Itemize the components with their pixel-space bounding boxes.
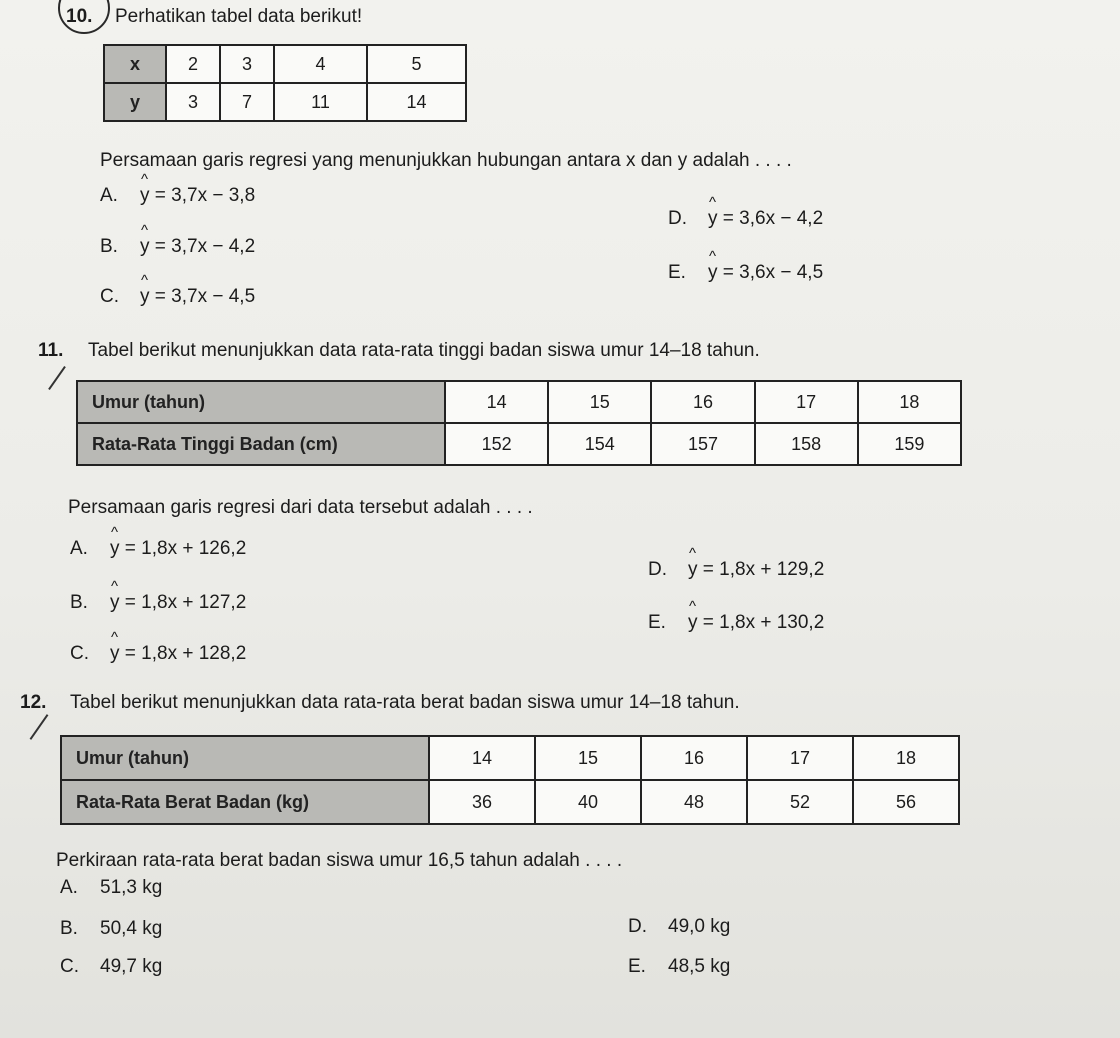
pen-mark — [48, 366, 66, 390]
q10-row-label: x — [104, 45, 166, 83]
option-text: = 3,7x − 4,5 — [154, 286, 256, 307]
table-cell: 15 — [548, 381, 651, 423]
q10-option-a[interactable] — [100, 185, 255, 207]
table-cell: 16 — [641, 736, 747, 780]
option-letter: C. — [100, 286, 119, 307]
table-cell: 158 — [755, 423, 858, 465]
table-cell: 17 — [747, 736, 853, 780]
option-letter: A. — [70, 538, 88, 559]
q11-number: 11. — [38, 340, 64, 361]
table-cell: 17 — [755, 381, 858, 423]
q12-table — [60, 735, 960, 825]
q12-option-a[interactable] — [60, 877, 162, 899]
q10-option-c[interactable] — [100, 286, 255, 308]
table-cell: 3 — [166, 83, 220, 121]
option-text: = 3,6x − 4,5 — [722, 262, 824, 283]
table-row — [104, 83, 466, 121]
y-hat-symbol: ^ y — [110, 538, 120, 560]
y-hat-symbol: ^ y — [140, 236, 150, 258]
option-text: = 1,8x + 127,2 — [124, 592, 247, 613]
q10-question: Persamaan garis regresi yang menunjukkan hubungan antara x dan y adalah . . . . — [100, 150, 792, 171]
table-cell: 11 — [274, 83, 367, 121]
table-cell: 36 — [429, 780, 535, 824]
option-text: 49,7 kg — [100, 956, 163, 977]
y-hat-symbol: ^ y — [688, 612, 698, 634]
table-cell: 7 — [220, 83, 274, 121]
y-hat-symbol: ^ y — [140, 185, 150, 207]
q11-option-c[interactable] — [70, 643, 246, 665]
table-cell: 152 — [445, 423, 548, 465]
option-text: = 1,8x + 128,2 — [124, 643, 247, 664]
option-text: = 1,8x + 130,2 — [702, 612, 825, 633]
table-cell: 14 — [367, 83, 466, 121]
q12-question: Perkiraan rata-rata berat badan siswa umur 16,5 tahun adalah . . . . — [56, 850, 623, 871]
option-letter: A. — [60, 877, 78, 898]
q10-row-label: y — [104, 83, 166, 121]
q10-option-d[interactable] — [668, 208, 823, 230]
table-cell: 14 — [429, 736, 535, 780]
table-cell: 3 — [220, 45, 274, 83]
option-letter: C. — [70, 643, 89, 664]
y-hat-symbol: ^ y — [140, 286, 150, 308]
table-row — [77, 381, 961, 423]
table-cell: 56 — [853, 780, 959, 824]
option-letter: B. — [60, 918, 78, 939]
option-text: = 1,8x + 129,2 — [702, 559, 825, 580]
q11-question: Persamaan garis regresi dari data tersebut adalah . . . . — [68, 497, 533, 518]
option-text: 49,0 kg — [668, 916, 731, 937]
table-cell: 157 — [651, 423, 754, 465]
q11-option-d[interactable] — [648, 559, 824, 581]
q12-number: 12. — [20, 692, 47, 713]
q11-option-b[interactable] — [70, 592, 246, 614]
table-cell: 16 — [651, 381, 754, 423]
table-row — [61, 780, 959, 824]
option-letter: D. — [668, 208, 687, 229]
table-cell: 48 — [641, 780, 747, 824]
option-letter: A. — [100, 185, 118, 206]
q10-table — [103, 44, 467, 122]
q12-option-c[interactable] — [60, 956, 162, 978]
option-letter: E. — [668, 262, 686, 283]
q11-option-a[interactable] — [70, 538, 246, 560]
option-text: 48,5 kg — [668, 956, 731, 977]
table-cell: 40 — [535, 780, 641, 824]
table-cell: 5 — [367, 45, 466, 83]
q12-intro: Tabel berikut menunjukkan data rata-rata berat badan siswa umur 14–18 tahun. — [70, 692, 740, 713]
q10-intro: Perhatikan tabel data berikut! — [115, 6, 363, 27]
y-hat-symbol: ^ y — [708, 208, 718, 230]
option-letter: B. — [70, 592, 88, 613]
pen-mark — [30, 714, 49, 740]
q11-table — [76, 380, 962, 466]
q10-number: 10. — [66, 6, 93, 27]
option-text: = 3,7x − 4,2 — [154, 236, 256, 257]
q12-option-b[interactable] — [60, 918, 162, 940]
q12-row-label: Umur (tahun) — [61, 736, 429, 780]
option-text: 50,4 kg — [100, 918, 163, 939]
q11-intro: Tabel berikut menunjukkan data rata-rata tinggi badan siswa umur 14–18 tahun. — [88, 340, 760, 361]
q11-option-e[interactable] — [648, 612, 824, 634]
y-hat-symbol: ^ y — [110, 592, 120, 614]
y-hat-symbol: ^ y — [688, 559, 698, 581]
option-letter: D. — [648, 559, 667, 580]
q12-row-label: Rata-Rata Berat Badan (kg) — [61, 780, 429, 824]
table-cell: 52 — [747, 780, 853, 824]
table-row — [104, 45, 466, 83]
table-row — [61, 736, 959, 780]
table-cell: 14 — [445, 381, 548, 423]
option-letter: C. — [60, 956, 79, 977]
option-text: = 1,8x + 126,2 — [124, 538, 247, 559]
option-text: = 3,6x − 4,2 — [722, 208, 824, 229]
q11-row-label: Umur (tahun) — [77, 381, 445, 423]
option-letter: B. — [100, 236, 118, 257]
option-text: = 3,7x − 3,8 — [154, 185, 256, 206]
table-cell: 18 — [853, 736, 959, 780]
option-letter: D. — [628, 916, 647, 937]
y-hat-symbol: ^ y — [110, 643, 120, 665]
y-hat-symbol: ^ y — [708, 262, 718, 284]
q12-option-d[interactable] — [628, 916, 730, 938]
table-row — [77, 423, 961, 465]
table-cell: 18 — [858, 381, 961, 423]
q10-option-e[interactable] — [668, 262, 823, 284]
q12-option-e[interactable] — [628, 956, 730, 978]
table-cell: 2 — [166, 45, 220, 83]
option-letter: E. — [648, 612, 666, 633]
table-cell: 154 — [548, 423, 651, 465]
q10-option-b[interactable] — [100, 236, 255, 258]
table-cell: 15 — [535, 736, 641, 780]
option-text: 51,3 kg — [100, 877, 163, 898]
table-cell: 4 — [274, 45, 367, 83]
option-letter: E. — [628, 956, 646, 977]
table-cell: 159 — [858, 423, 961, 465]
q11-row-label: Rata-Rata Tinggi Badan (cm) — [77, 423, 445, 465]
